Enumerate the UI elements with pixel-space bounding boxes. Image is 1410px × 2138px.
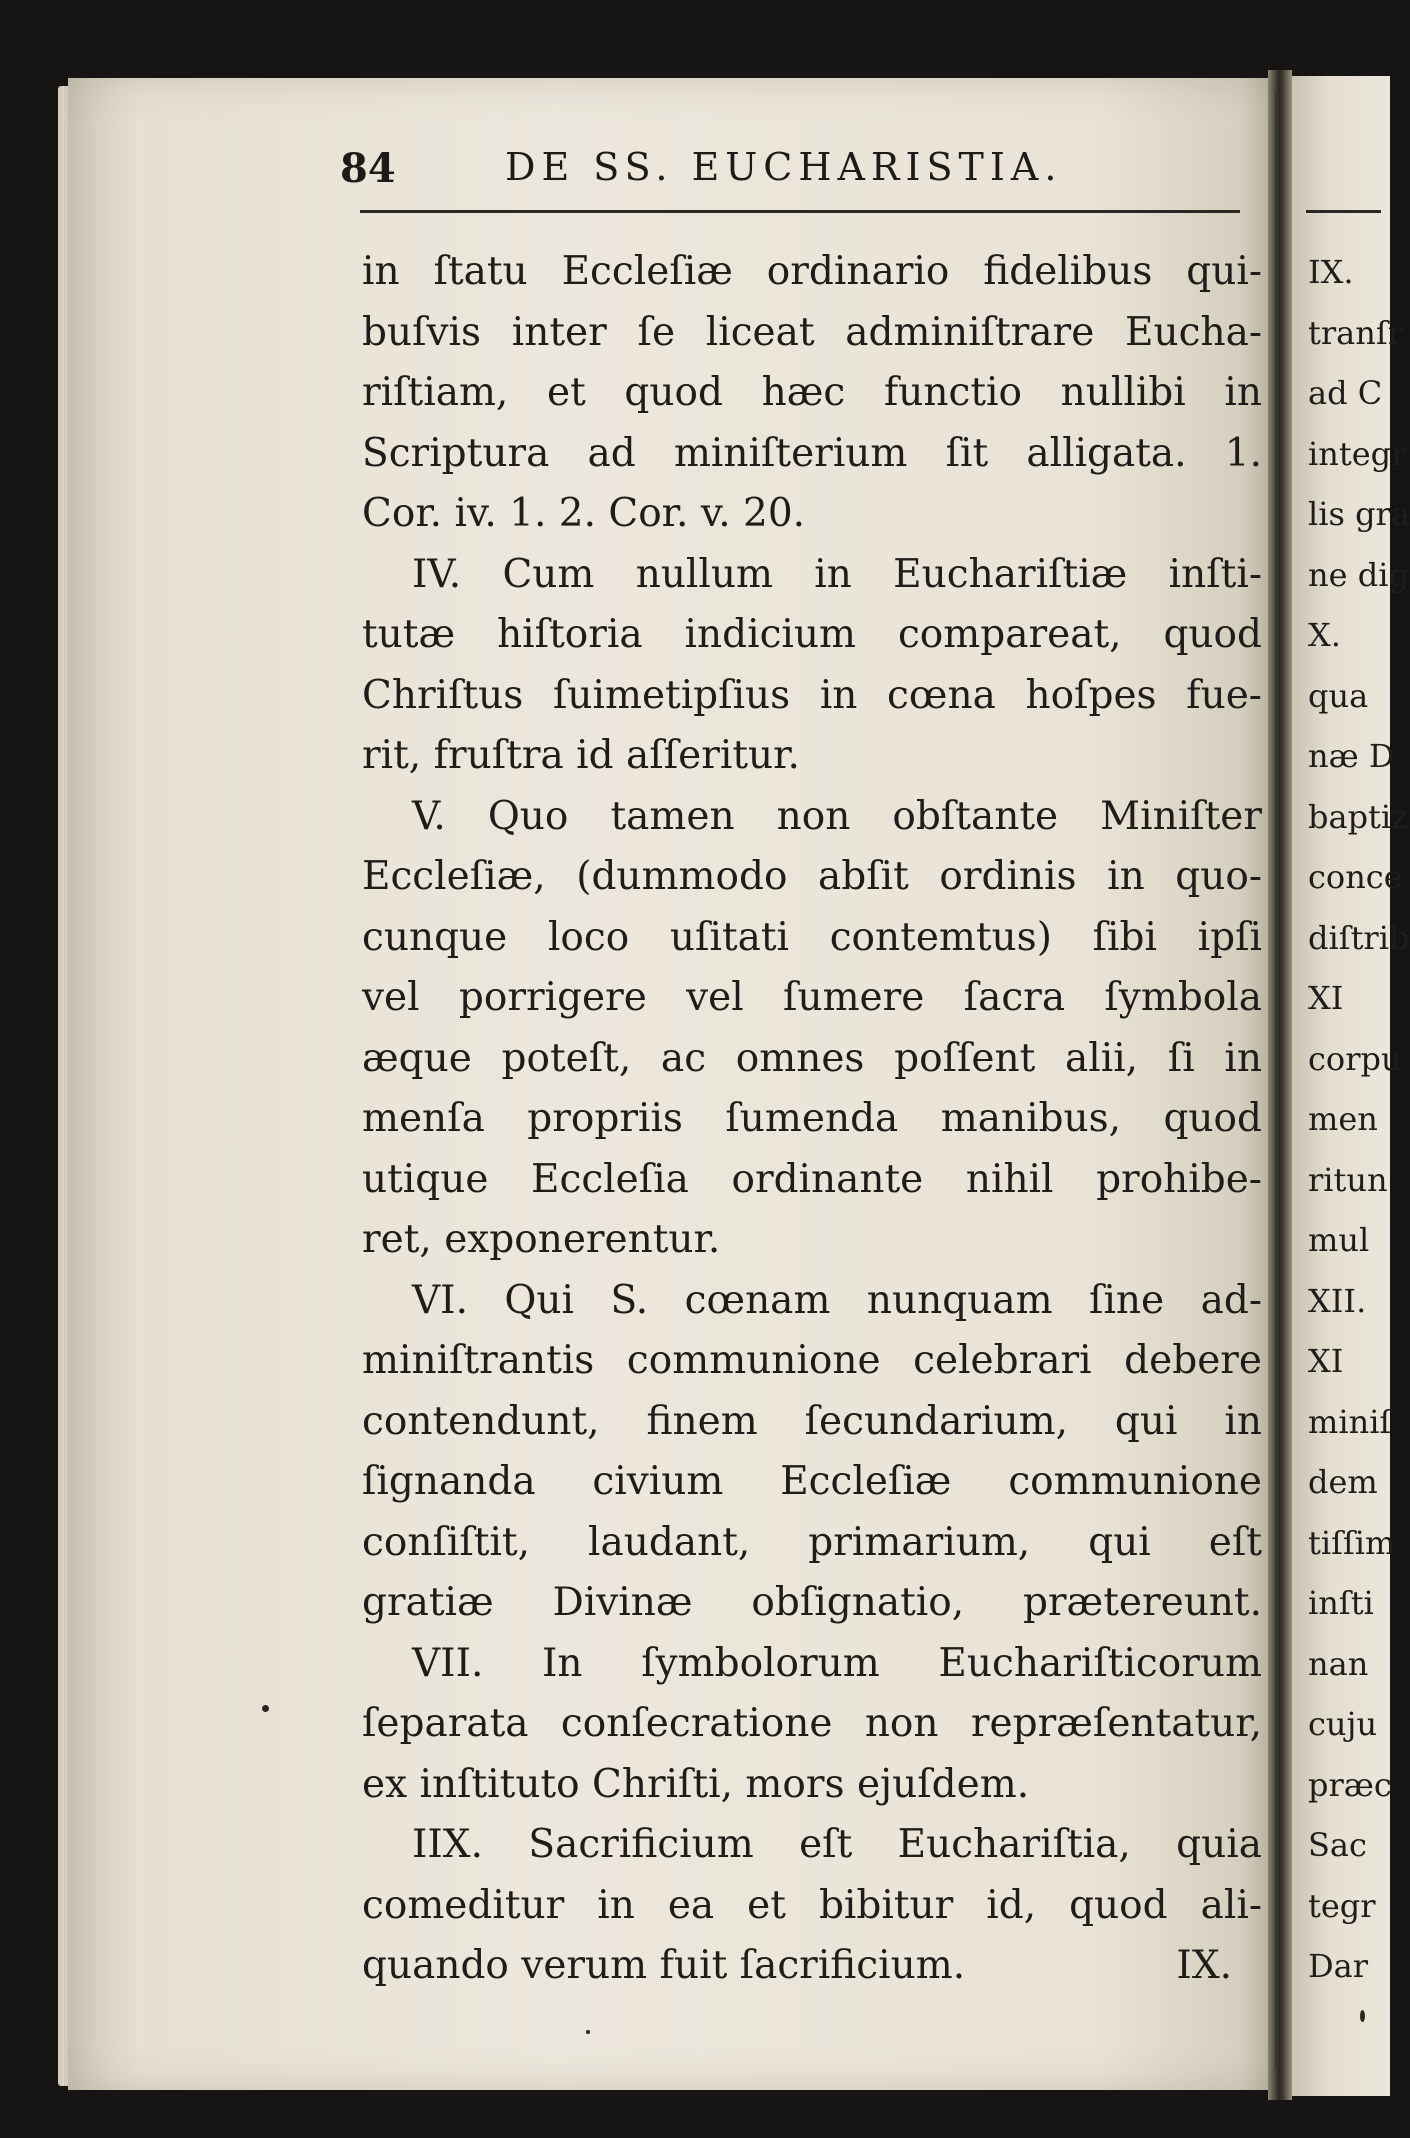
right-page-fragment: næ D xyxy=(1308,737,1395,775)
text-line: rit, fruſtra id aſſeritur. xyxy=(362,733,800,778)
text-line: contendunt, finem ſecundarium, qui in xyxy=(362,1398,1262,1444)
text-line: Eccleſiæ, (dummodo abſit ordinis in quo- xyxy=(362,854,1262,899)
text-line: ſignanda civium Eccleſiæ communione xyxy=(362,1459,1262,1504)
text-line: buſvis inter ſe liceat adminiſtrare Eucha- xyxy=(362,309,1262,355)
running-head: DE SS. EUCHARISTIA. xyxy=(505,145,1063,189)
ink-speck xyxy=(1360,2010,1365,2022)
right-page-fragment: miniſ xyxy=(1308,1402,1392,1441)
text-line: ret, exponerentur. xyxy=(362,1217,721,1262)
book-gutter xyxy=(1268,70,1292,2100)
right-page-fragment: nan xyxy=(1308,1644,1369,1683)
text-line: cunque loco uſitati contemtus) ſibi ipſi xyxy=(362,914,1262,960)
text-line: æque poteſt, ac omnes poſſent alii, ſi in xyxy=(362,1035,1262,1081)
text-line: V. Quo tamen non obſtante Miniſter xyxy=(412,793,1262,839)
right-page-fragment: tegr xyxy=(1308,1886,1376,1925)
right-page-fragment: IX. xyxy=(1308,253,1354,291)
page-number: 84 xyxy=(340,145,396,192)
right-page-fragment: corpu xyxy=(1308,1039,1402,1078)
text-line: IV. Cum nullum in Euchariſtiæ inſti- xyxy=(412,551,1262,597)
text-line: conſiſtit, laudant, primarium, qui eſt xyxy=(362,1519,1262,1565)
right-page-fragment: tranſr xyxy=(1308,313,1403,352)
right-page-fragment: ritun xyxy=(1308,1160,1388,1199)
right-page-fragment: cuju xyxy=(1308,1705,1378,1743)
page-header xyxy=(340,145,1240,205)
right-page-fragment: mul xyxy=(1308,1221,1370,1259)
right-page-fragment: XII. xyxy=(1308,1281,1367,1320)
right-page-fragment: Dar xyxy=(1308,1947,1369,1985)
right-page-fragment: ne dig xyxy=(1308,555,1409,594)
text-line: Cor. iv. 1. 2. Cor. v. 20. xyxy=(362,491,806,536)
text-line: Scriptura ad miniſterium ſit alligata. 1. xyxy=(362,430,1262,476)
body-text xyxy=(362,242,1262,1997)
text-line: riſtiam, et quod hæc functio nullibi in xyxy=(362,370,1262,415)
text-line: ſeparata conſecratione non repræſentatur, xyxy=(362,1701,1262,1746)
right-page-fragment: integr xyxy=(1308,434,1407,473)
right-page-fragment: conce xyxy=(1308,858,1403,896)
text-line: IIX. Sacrificium eſt Euchariſtia, quia xyxy=(412,1822,1262,1867)
right-page-fragment: inſti xyxy=(1308,1584,1374,1622)
text-line: ex inſtituto Chriſti, mors ejuſdem. xyxy=(362,1761,1030,1807)
right-page-fragment: præc xyxy=(1308,1765,1392,1804)
right-page-rule xyxy=(1306,210,1381,213)
text-line: utique Eccleſia ordinante nihil prohibe- xyxy=(362,1156,1262,1202)
margin-rule xyxy=(1275,90,1277,2070)
text-line: VII. In ſymbolorum Euchariſticorum xyxy=(412,1640,1262,1686)
catchword: IX. xyxy=(1176,1943,1232,1988)
text-line: gratiæ Divinæ obſignatio, prætereunt. xyxy=(362,1580,1262,1625)
text-line: comeditur in ea et bibitur id, quod ali- xyxy=(362,1882,1262,1928)
last-line xyxy=(362,1936,1262,1997)
right-page-fragment: qua xyxy=(1308,676,1369,715)
right-page-text xyxy=(1308,242,1410,1997)
header-rule xyxy=(360,210,1240,213)
text-line: menſa propriis ſumenda manibus, quod xyxy=(362,1096,1262,1141)
right-page-fragment: Sac xyxy=(1308,1826,1367,1864)
text-line: in ſtatu Eccleſiæ ordinario fidelibus qui- xyxy=(362,249,1262,294)
right-page-fragment: ad C xyxy=(1308,374,1383,412)
right-page-fragment: baptiz xyxy=(1308,797,1408,836)
right-page-fragment: X. xyxy=(1308,616,1341,654)
right-page-fragment: XI xyxy=(1308,979,1344,1017)
text-line: miniſtrantis communione celebrari debere xyxy=(362,1338,1262,1383)
right-page-fragment: men xyxy=(1308,1100,1378,1138)
text-line: vel porrigere vel ſumere ſacra ſymbola xyxy=(362,975,1262,1020)
ink-speck xyxy=(586,2030,590,2034)
right-page-fragment: diſtrib xyxy=(1308,918,1410,957)
right-page-fragment: dem xyxy=(1308,1463,1378,1501)
text-line: Chriſtus ſuimetipſius in cœna hoſpes fue- xyxy=(362,672,1262,718)
text-line: tutæ hiſtoria indicium compareat, quod xyxy=(362,612,1262,657)
right-page-fragment: lis gra xyxy=(1308,495,1410,533)
right-page-fragment: XI xyxy=(1308,1342,1344,1380)
text-line: quando verum fuit ſacrificium. xyxy=(362,1943,966,1988)
right-page-fragment: tiſſim xyxy=(1308,1523,1396,1562)
text-line: VI. Qui S. cœnam nunquam ſine ad- xyxy=(412,1277,1262,1323)
ink-speck xyxy=(262,1705,269,1712)
